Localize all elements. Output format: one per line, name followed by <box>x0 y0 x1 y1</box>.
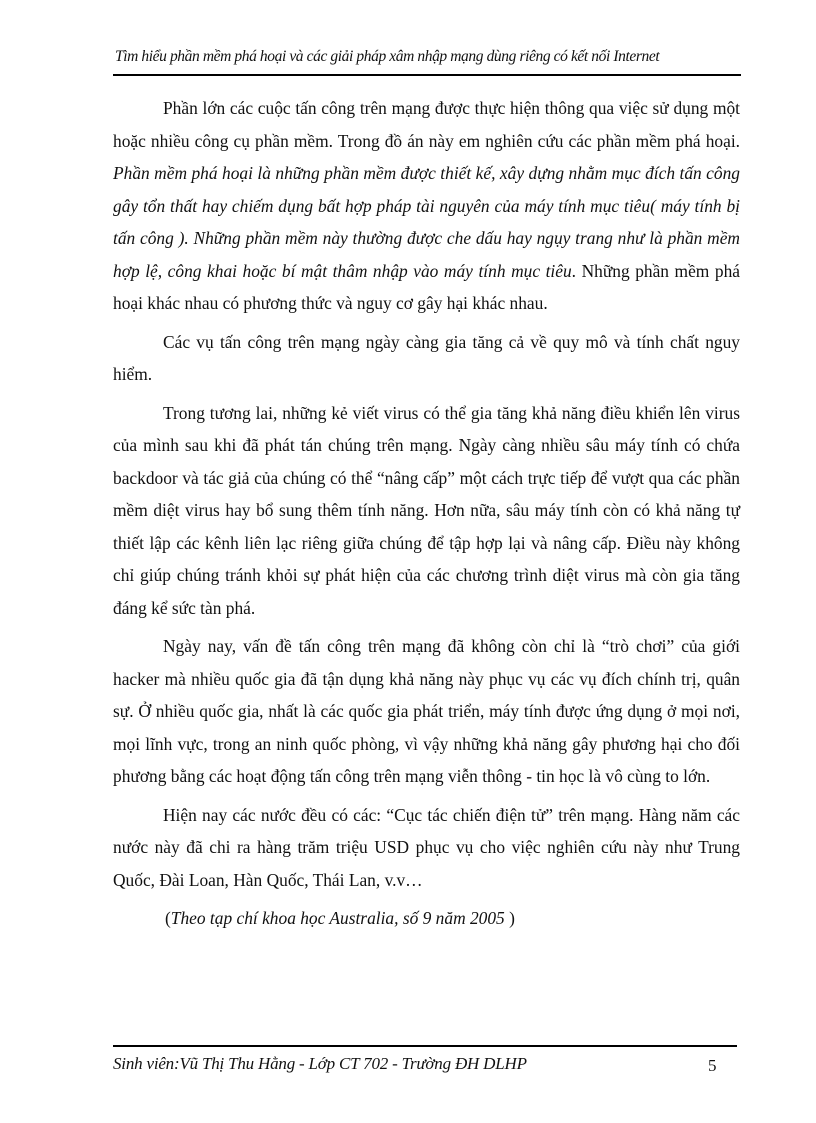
citation-close-paren: ) <box>504 908 515 928</box>
body-text <box>113 92 740 941</box>
page-number: 5 <box>708 1056 717 1075</box>
paragraph-5: Hiện nay các nước đều có các: “Cục tác chiến điện tử” trên mạng. Hàng năm các nước này đã chi ra hàng trăm triệu USD phục vụ cho việc nghiên cứu này như Trung Quốc, Đài Loan, Hàn Quốc, Thái Lan, v.v… <box>113 804 740 890</box>
footer-divider <box>113 1045 737 1047</box>
paragraph-1-definition: Phần mềm phá hoại là những phần mềm được thiết kế, xây dựng nhằm mục đích tấn công gây tổn thất hay chiếm dụng bất hợp pháp tài nguyên của máy tính mục tiêu( máy tính bị tấn công ). Những phần mềm này thường được che dấu hay ngụy trang như là phần mềm hợp lệ, công khai hoặc bí mật thâm nhập vào máy tính mục tiêu <box>113 163 740 281</box>
paragraph-1-intro: Phần lớn các cuộc tấn công trên mạng được thực hiện thông qua việc sử dụng một hoặc nhiều công cụ phần mềm. Trong đồ án này em nghiên cứu các phần mềm phá hoại. <box>113 98 740 151</box>
citation-source: Theo tạp chí khoa học Australia, số 9 năm 2005 <box>170 908 505 928</box>
citation-open-paren: ( <box>165 908 171 928</box>
paragraph-1 <box>113 92 740 320</box>
page-header-title: Tìm hiểu phần mềm phá hoại và các giải pháp xâm nhập mạng dùng riêng có kết nối Internet <box>115 48 660 65</box>
paragraph-1-end: . Những phần mềm phá hoại khác nhau có phương thức và nguy cơ gây hại khác nhau. <box>113 260 740 313</box>
paragraph-4: Ngày nay, vấn đề tấn công trên mạng đã không còn chỉ là “trò chơi” của giới hacker mà nhiều quốc gia đã tận dụng khả năng này phục vụ các vụ đích chính trị, quân sự. Ở nhiều quốc gia, nhất là các quốc gia phát triển, máy tính được ứng dụng ở mọi nơi, mọi lĩnh vực, trong an ninh quốc phòng, vì vậy những khả năng gây phương hại cho đối phương bằng các hoạt động tấn công trên mạng viễn thông - tin học là vô cùng to lớn. <box>113 636 740 786</box>
header-divider <box>113 74 741 76</box>
paragraph-2: Các vụ tấn công trên mạng ngày càng gia tăng cả về quy mô và tính chất nguy hiểm. <box>113 331 740 384</box>
citation <box>113 902 740 935</box>
page-footer-author: Sinh viên:Vũ Thị Thu Hằng - Lớp CT 702 - Trường ĐH DLHP <box>113 1054 527 1073</box>
paragraph-3: Trong tương lai, những kẻ viết virus có thể gia tăng khả năng điều khiển lên virus của mình sau khi đã phát tán chúng trên mạng. Ngày càng nhiều sâu máy tính có chứa backdoor và tác giả của chúng có thể “nâng cấp” một cách trực tiếp để vượt qua các phần mềm diệt virus hay bổ sung thêm tính năng. Hơn nữa, sâu máy tính còn có khả năng tự thiết lập các kênh liên lạc riêng giữa chúng để tập hợp lại và nâng cấp. Điều này không chỉ giúp chúng tránh khỏi sự phát hiện của các chương trình diệt virus mà còn gia tăng đáng kể sức tàn phá. <box>113 402 740 618</box>
